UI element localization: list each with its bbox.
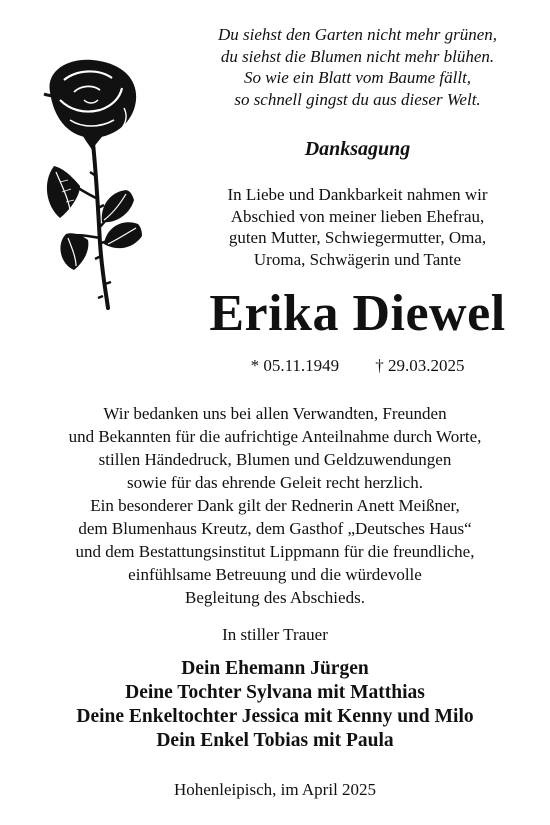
thanks-line: Ein besonderer Dank gilt der Rednerin Anett Meißner,	[90, 496, 460, 515]
intro-text	[180, 184, 535, 270]
intro-line: Abschied von meiner lieben Ehefrau,	[230, 206, 485, 226]
rose-icon	[40, 58, 145, 310]
thanks-line: stillen Händedruck, Blumen und Geldzuwendungen	[98, 450, 452, 469]
intro-line: Uroma, Schwägerin und Tante	[253, 249, 462, 269]
life-dates	[185, 356, 530, 376]
family-member: Deine Tochter Sylvana mit Matthias	[125, 682, 425, 703]
thanks-line: und Bekannten für die aufrichtige Anteilnahme durch Worte,	[68, 427, 482, 446]
family-member: Dein Enkel Tobias mit Paula	[156, 730, 394, 751]
mourning-line: In stiller Trauer	[222, 625, 328, 644]
family-list	[0, 657, 550, 753]
poem-line: so schnell gingst du aus dieser Welt.	[234, 89, 481, 109]
thanks-line: dem Blumenhaus Kreutz, dem Gasthof „Deutsches Haus“	[78, 519, 472, 538]
place-date: Hohenleipisch, im April 2025	[173, 780, 377, 799]
thanks-text	[0, 402, 550, 609]
poem-line: So wie ein Blatt vom Baume fällt,	[243, 68, 472, 87]
thanks-line: Begleitung des Abschieds.	[185, 588, 365, 607]
thanks-line: Wir bedanken uns bei allen Verwandten, Freunden	[103, 404, 447, 423]
heading-danksagung: Danksagung	[304, 138, 411, 160]
thanks-line: und dem Bestattungsinstitut Lippmann für die freundliche,	[75, 542, 475, 561]
thanks-line: sowie für das ehrende Geleit recht herzlich.	[127, 473, 423, 492]
poem	[185, 24, 530, 110]
birth-date: * 05.11.1949	[250, 356, 340, 375]
family-member: Deine Enkeltochter Jessica mit Kenny und Milo	[76, 706, 474, 727]
family-member: Dein Ehemann Jürgen	[181, 658, 369, 679]
poem-line: du siehst die Blumen nicht mehr blühen.	[220, 46, 495, 66]
deceased-name: Erika Diewel	[209, 285, 506, 342]
thanks-line: einfühlsame Betreuung und die würdevolle	[128, 565, 422, 584]
intro-line: In Liebe und Dankbarkeit nahmen wir	[227, 185, 488, 204]
death-date: † 29.03.2025	[375, 356, 465, 375]
poem-line: Du siehst den Garten nicht mehr grünen,	[217, 25, 498, 44]
intro-line: guten Mutter, Schwiegermutter, Oma,	[228, 228, 487, 247]
